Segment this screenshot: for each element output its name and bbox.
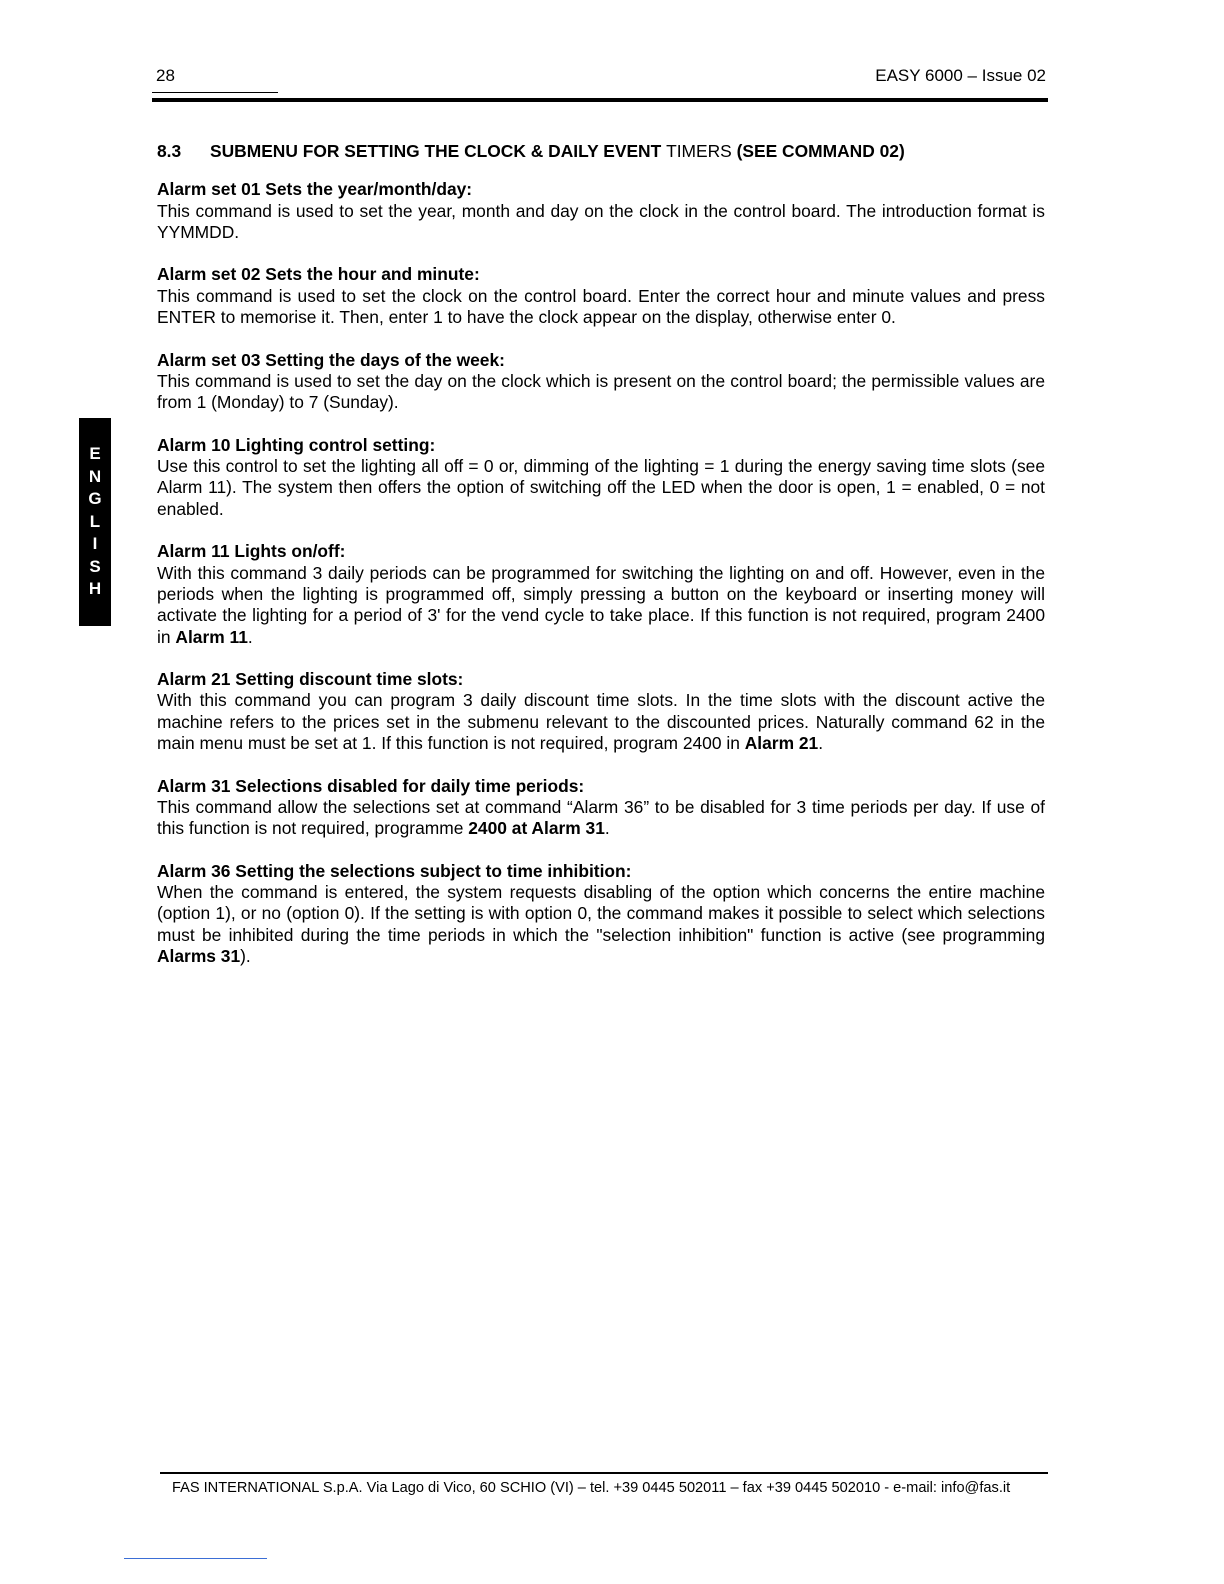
header-rule xyxy=(152,98,1048,102)
alarm-description-text: This command is used to set the clock on the control board. Enter the correct hour and minute values and press ENTER to memorise it. Then, enter 1 to have the clock appear on the display, otherwise enter 0. xyxy=(157,285,1045,328)
page-footer: FAS INTERNATIONAL S.p.A. Via Lago di Vico, 60 SCHIO (VI) – tel. +39 0445 502011 – fax +39 0445 502010 - e-mail: info@fas.it xyxy=(172,1480,1011,1496)
side-tab-letter: H xyxy=(88,579,102,599)
alarm-reference: Alarms 31 xyxy=(157,945,241,966)
alarm-heading: Alarm 11 Lights on/off: xyxy=(157,541,346,562)
alarm-entry xyxy=(157,861,1045,967)
alarm-description-text: With this command 3 daily periods can be programmed for switching the lighting on and off. However, even in the periods when the lighting is programmed off, simply pressing a button on the keyboard or inserting money will activate the lighting for a period of 3' for the vend cycle to take place. If this function is not required, program 2400 in xyxy=(157,562,1045,647)
section-title-part-bold: SUBMENU FOR SETTING THE CLOCK & DAILY EVENT xyxy=(210,141,662,161)
alarm-heading: Alarm set 01 Sets the year/month/day: xyxy=(157,179,473,200)
alarm-entry xyxy=(157,669,1045,754)
section-title xyxy=(157,141,1045,162)
alarm-description-text: Use this control to set the lighting all off = 0 or, dimming of the lighting = 1 during the energy saving time slots (see Alarm 11). The system then offers the option of switching off the LED when the door is open, 1 = enabled, 0 = not enabled. xyxy=(157,456,1045,519)
section-title-part-normal: TIMERS xyxy=(666,141,732,161)
section-title-part-bold-2: (SEE COMMAND 02) xyxy=(736,141,905,161)
footer-rule xyxy=(160,1472,1048,1474)
alarm-description-end: . xyxy=(247,626,253,647)
alarm-heading: Alarm 21 Setting discount time slots: xyxy=(157,669,464,690)
alarm-reference: Alarm 11 xyxy=(175,626,248,647)
side-tab-letter: L xyxy=(89,511,101,531)
page-header xyxy=(152,64,1048,88)
alarm-description xyxy=(157,797,1045,840)
page-number: 28 xyxy=(156,66,175,85)
alarm-description-text: This command is used to set the day on the clock which is present on the control board; the permissible values are from 1 (Monday) to 7 (Sunday). xyxy=(157,370,1045,413)
alarm-description xyxy=(157,882,1045,967)
alarm-heading: Alarm 10 Lighting control setting: xyxy=(157,434,436,455)
main-content xyxy=(157,141,1045,989)
alarm-entry xyxy=(157,776,1045,840)
alarm-description xyxy=(157,286,1045,329)
alarm-entry xyxy=(157,350,1045,414)
alarm-heading: Alarm set 03 Setting the days of the week: xyxy=(157,349,505,370)
language-side-tab xyxy=(79,418,111,626)
header-rule-thin xyxy=(152,92,278,93)
alarm-reference: 2400 at Alarm 31 xyxy=(468,818,605,839)
alarm-description-text: When the command is entered, the system requests disabling of the option which concerns the entire machine (option 1), or no (option 0). If the setting is with option 0, the command makes it possible to select which selections must be inhibited during the time periods in which the "selection inhibition" function is active (see programming xyxy=(157,882,1045,945)
alarm-entry xyxy=(157,541,1045,647)
alarm-heading: Alarm 36 Setting the selections subject to time inhibition: xyxy=(157,860,632,881)
alarm-description-end: . xyxy=(604,818,610,839)
alarm-description xyxy=(157,456,1045,520)
alarm-description xyxy=(157,201,1045,244)
side-tab-letter: S xyxy=(89,556,101,576)
alarm-description xyxy=(157,371,1045,414)
alarm-description-text: This command allow the selections set at command “Alarm 36” to be disabled for 3 time periods per day. If use of this function is not required, programme xyxy=(157,796,1045,839)
document-title: EASY 6000 – Issue 02 xyxy=(875,66,1046,85)
bottom-link-underline xyxy=(124,1558,267,1559)
alarm-description-text: With this command you can program 3 daily discount time slots. In the time slots with the discount active the machine refers to the prices set in the submenu relevant to the discounted prices. Naturally command 62 in the main menu must be set at 1. If this function is not required, program 2400 in xyxy=(157,690,1045,754)
side-tab-letter: I xyxy=(92,534,98,554)
alarm-description xyxy=(157,563,1045,648)
side-tab-letter: E xyxy=(89,444,101,464)
side-tab-letter: G xyxy=(88,489,102,509)
alarm-heading: Alarm set 02 Sets the hour and minute: xyxy=(157,264,480,285)
alarm-entry xyxy=(157,179,1045,243)
alarm-heading: Alarm 31 Selections disabled for daily time periods: xyxy=(157,775,585,796)
alarm-description-text: This command is used to set the year, month and day on the clock in the control board. The introduction format is YYMMDD. xyxy=(157,200,1045,242)
alarm-description-end: . xyxy=(818,733,824,754)
side-tab-letter: N xyxy=(88,466,102,486)
alarm-entry xyxy=(157,264,1045,328)
alarm-description-end: ). xyxy=(240,945,251,966)
alarm-entry xyxy=(157,435,1045,520)
section-number: 8.3 xyxy=(157,141,182,161)
alarm-description xyxy=(157,690,1045,754)
alarm-reference: Alarm 21 xyxy=(744,733,819,754)
